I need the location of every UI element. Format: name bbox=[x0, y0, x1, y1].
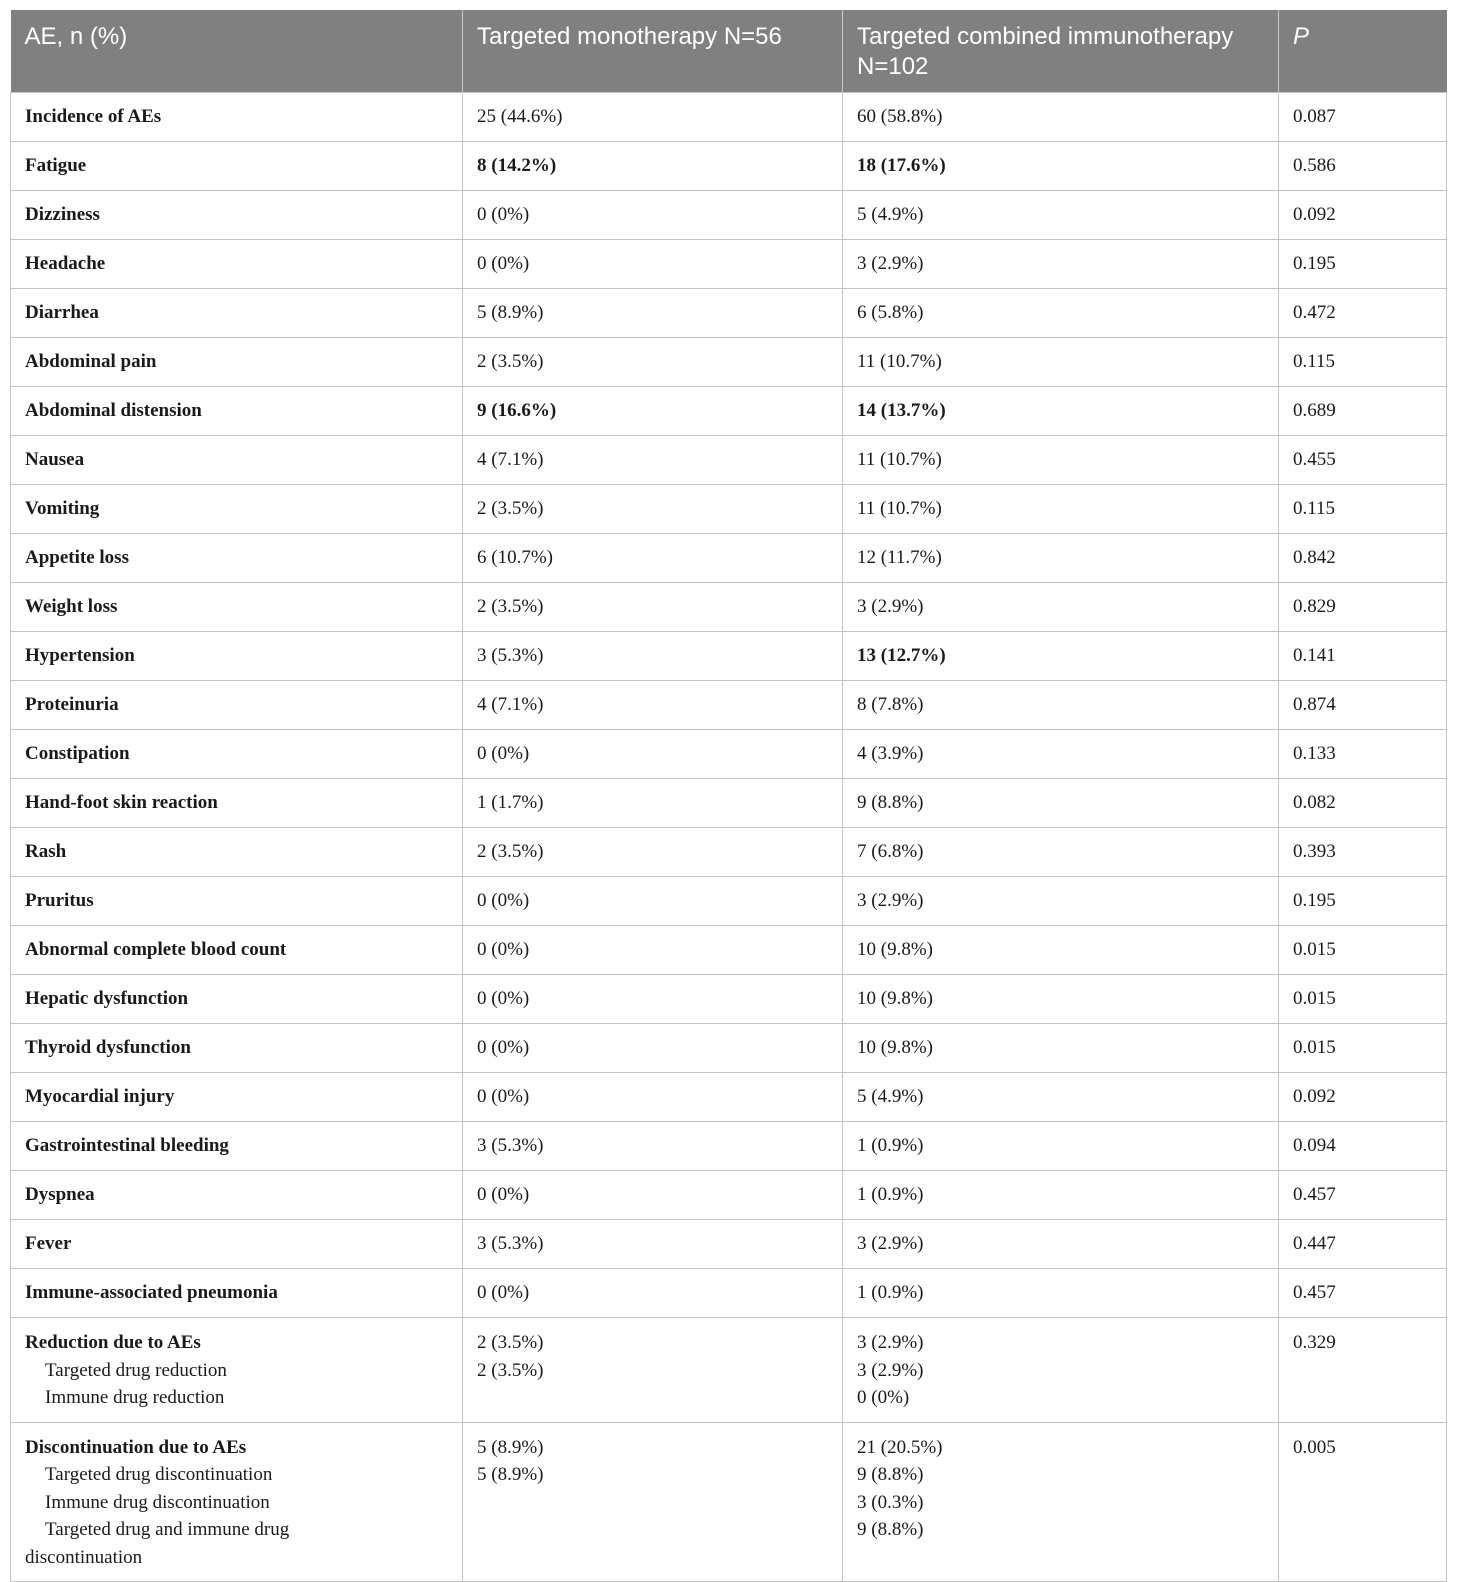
discontinuation-combo-cell bbox=[843, 1422, 1279, 1582]
row-combo: 1 (0.9%) bbox=[843, 1269, 1279, 1318]
reduction-combo-cell bbox=[843, 1318, 1279, 1423]
row-combo: 13 (12.7%) bbox=[843, 632, 1279, 681]
row-mono: 0 (0%) bbox=[463, 191, 843, 240]
row-p: 0.195 bbox=[1279, 240, 1447, 289]
row-p: 0.092 bbox=[1279, 191, 1447, 240]
table-row bbox=[11, 730, 1447, 779]
table-row bbox=[11, 142, 1447, 191]
row-combo: 3 (2.9%) bbox=[843, 240, 1279, 289]
reduction-p: 0.329 bbox=[1279, 1318, 1447, 1423]
header-combined: Targeted combined immunotherapy N=102 bbox=[843, 10, 1279, 93]
row-p: 0.115 bbox=[1279, 338, 1447, 387]
row-p: 0.092 bbox=[1279, 1073, 1447, 1122]
row-p: 0.455 bbox=[1279, 436, 1447, 485]
row-p: 0.689 bbox=[1279, 387, 1447, 436]
discontinuation-label-cell bbox=[11, 1422, 463, 1582]
row-p: 0.195 bbox=[1279, 877, 1447, 926]
header-row bbox=[11, 10, 1447, 93]
row-label: Hypertension bbox=[11, 632, 463, 681]
discontinuation-mono-targeted: 5 (8.9%) bbox=[477, 1464, 544, 1485]
row-combo: 10 (9.8%) bbox=[843, 926, 1279, 975]
row-label: Constipation bbox=[11, 730, 463, 779]
row-label: Dizziness bbox=[11, 191, 463, 240]
row-p: 0.082 bbox=[1279, 779, 1447, 828]
row-p: 0.472 bbox=[1279, 289, 1447, 338]
row-combo: 7 (6.8%) bbox=[843, 828, 1279, 877]
table-row bbox=[11, 485, 1447, 534]
row-mono: 5 (8.9%) bbox=[463, 289, 843, 338]
row-combo: 11 (10.7%) bbox=[843, 338, 1279, 387]
discontinuation-mono-total: 5 (8.9%) bbox=[477, 1436, 544, 1458]
row-label: Nausea bbox=[11, 436, 463, 485]
table-row bbox=[11, 975, 1447, 1024]
row-label: Gastrointestinal bleeding bbox=[11, 1122, 463, 1171]
row-mono: 6 (10.7%) bbox=[463, 534, 843, 583]
adverse-events-table bbox=[10, 10, 1447, 1582]
table-row bbox=[11, 632, 1447, 681]
discontinuation-sub-targeted: Targeted drug discontinuation bbox=[45, 1464, 273, 1485]
row-p: 0.141 bbox=[1279, 632, 1447, 681]
row-label: Abdominal distension bbox=[11, 387, 463, 436]
row-p: 0.133 bbox=[1279, 730, 1447, 779]
row-label: Abdominal pain bbox=[11, 338, 463, 387]
row-mono: 4 (7.1%) bbox=[463, 681, 843, 730]
row-label: Weight loss bbox=[11, 583, 463, 632]
row-mono: 2 (3.5%) bbox=[463, 338, 843, 387]
row-combo: 1 (0.9%) bbox=[843, 1171, 1279, 1220]
table-row bbox=[11, 1220, 1447, 1269]
reduction-mono-targeted: 2 (3.5%) bbox=[477, 1359, 544, 1381]
reduction-combo-immune: 0 (0%) bbox=[857, 1387, 910, 1408]
table-row bbox=[11, 681, 1447, 730]
discontinuation-combo-total: 21 (20.5%) bbox=[857, 1436, 943, 1458]
discontinuation-mono-cell bbox=[463, 1422, 843, 1582]
row-label: Fever bbox=[11, 1220, 463, 1269]
row-p: 0.874 bbox=[1279, 681, 1447, 730]
row-mono: 1 (1.7%) bbox=[463, 779, 843, 828]
row-combo: 5 (4.9%) bbox=[843, 1073, 1279, 1122]
row-mono: 0 (0%) bbox=[463, 1073, 843, 1122]
row-mono: 3 (5.3%) bbox=[463, 1122, 843, 1171]
reduction-row bbox=[11, 1318, 1447, 1423]
reduction-label: Reduction due to AEs bbox=[25, 1332, 201, 1353]
row-combo: 11 (10.7%) bbox=[843, 485, 1279, 534]
row-label: Hepatic dysfunction bbox=[11, 975, 463, 1024]
table-row bbox=[11, 583, 1447, 632]
table-row bbox=[11, 1024, 1447, 1073]
row-mono: 0 (0%) bbox=[463, 877, 843, 926]
table-row bbox=[11, 1073, 1447, 1122]
row-combo: 5 (4.9%) bbox=[843, 191, 1279, 240]
reduction-mono-total: 2 (3.5%) bbox=[477, 1332, 544, 1353]
row-mono: 2 (3.5%) bbox=[463, 828, 843, 877]
row-p: 0.015 bbox=[1279, 926, 1447, 975]
row-combo: 3 (2.9%) bbox=[843, 1220, 1279, 1269]
header-ae: AE, n (%) bbox=[11, 10, 463, 93]
table-row bbox=[11, 828, 1447, 877]
row-mono: 0 (0%) bbox=[463, 730, 843, 779]
row-mono: 3 (5.3%) bbox=[463, 1220, 843, 1269]
row-mono: 0 (0%) bbox=[463, 926, 843, 975]
table-row bbox=[11, 338, 1447, 387]
row-label: Vomiting bbox=[11, 485, 463, 534]
row-p: 0.447 bbox=[1279, 1220, 1447, 1269]
row-label: Diarrhea bbox=[11, 289, 463, 338]
table-row bbox=[11, 93, 1447, 142]
row-combo: 1 (0.9%) bbox=[843, 1122, 1279, 1171]
row-combo: 6 (5.8%) bbox=[843, 289, 1279, 338]
row-combo: 4 (3.9%) bbox=[843, 730, 1279, 779]
row-combo: 18 (17.6%) bbox=[843, 142, 1279, 191]
reduction-label-cell bbox=[11, 1318, 463, 1423]
reduction-combo-total: 3 (2.9%) bbox=[857, 1332, 924, 1353]
row-combo: 12 (11.7%) bbox=[843, 534, 1279, 583]
row-mono: 4 (7.1%) bbox=[463, 436, 843, 485]
row-p: 0.094 bbox=[1279, 1122, 1447, 1171]
header-p: P bbox=[1279, 10, 1447, 93]
row-p: 0.393 bbox=[1279, 828, 1447, 877]
row-label: Fatigue bbox=[11, 142, 463, 191]
row-combo: 60 (58.8%) bbox=[843, 93, 1279, 142]
discontinuation-p: 0.005 bbox=[1279, 1422, 1447, 1582]
row-p: 0.087 bbox=[1279, 93, 1447, 142]
discontinuation-combo-both: 9 (8.8%) bbox=[857, 1519, 924, 1540]
row-combo: 9 (8.8%) bbox=[843, 779, 1279, 828]
row-combo: 10 (9.8%) bbox=[843, 1024, 1279, 1073]
discontinuation-combo-immune: 3 (0.3%) bbox=[857, 1491, 924, 1513]
table-row bbox=[11, 1171, 1447, 1220]
row-label: Hand-foot skin reaction bbox=[11, 779, 463, 828]
discontinuation-row bbox=[11, 1422, 1447, 1582]
row-mono: 3 (5.3%) bbox=[463, 632, 843, 681]
row-combo: 3 (2.9%) bbox=[843, 877, 1279, 926]
row-mono: 8 (14.2%) bbox=[463, 142, 843, 191]
row-mono: 2 (3.5%) bbox=[463, 485, 843, 534]
table-header bbox=[11, 10, 1447, 93]
table-row bbox=[11, 1122, 1447, 1171]
table-row bbox=[11, 191, 1447, 240]
row-label: Thyroid dysfunction bbox=[11, 1024, 463, 1073]
row-mono: 0 (0%) bbox=[463, 240, 843, 289]
header-monotherapy: Targeted monotherapy N=56 bbox=[463, 10, 843, 93]
row-p: 0.586 bbox=[1279, 142, 1447, 191]
row-mono: 0 (0%) bbox=[463, 1171, 843, 1220]
table-row bbox=[11, 877, 1447, 926]
row-label: Pruritus bbox=[11, 877, 463, 926]
row-combo: 14 (13.7%) bbox=[843, 387, 1279, 436]
reduction-mono-cell bbox=[463, 1318, 843, 1423]
discontinuation-sub-both: Targeted drug and immune drug discontinuation bbox=[25, 1519, 290, 1568]
row-mono: 2 (3.5%) bbox=[463, 583, 843, 632]
discontinuation-label: Discontinuation due to AEs bbox=[25, 1436, 247, 1458]
table-row bbox=[11, 926, 1447, 975]
row-p: 0.829 bbox=[1279, 583, 1447, 632]
reduction-combo-targeted: 3 (2.9%) bbox=[857, 1359, 924, 1381]
table-row bbox=[11, 289, 1447, 338]
row-label: Proteinuria bbox=[11, 681, 463, 730]
row-mono: 0 (0%) bbox=[463, 1269, 843, 1318]
reduction-sub-immune: Immune drug reduction bbox=[45, 1387, 225, 1408]
table-row bbox=[11, 240, 1447, 289]
row-p: 0.457 bbox=[1279, 1269, 1447, 1318]
reduction-sub-targeted: Targeted drug reduction bbox=[45, 1359, 227, 1381]
row-label: Myocardial injury bbox=[11, 1073, 463, 1122]
table-row bbox=[11, 387, 1447, 436]
row-combo: 10 (9.8%) bbox=[843, 975, 1279, 1024]
row-mono: 0 (0%) bbox=[463, 975, 843, 1024]
row-p: 0.457 bbox=[1279, 1171, 1447, 1220]
row-p: 0.115 bbox=[1279, 485, 1447, 534]
row-label: Rash bbox=[11, 828, 463, 877]
row-label: Incidence of AEs bbox=[11, 93, 463, 142]
table-row bbox=[11, 1269, 1447, 1318]
table-row bbox=[11, 436, 1447, 485]
row-label: Abnormal complete blood count bbox=[11, 926, 463, 975]
row-mono: 25 (44.6%) bbox=[463, 93, 843, 142]
row-p: 0.842 bbox=[1279, 534, 1447, 583]
discontinuation-sub-immune: Immune drug discontinuation bbox=[45, 1491, 270, 1513]
discontinuation-combo-targeted: 9 (8.8%) bbox=[857, 1464, 924, 1485]
row-label: Appetite loss bbox=[11, 534, 463, 583]
row-combo: 11 (10.7%) bbox=[843, 436, 1279, 485]
row-label: Immune-associated pneumonia bbox=[11, 1269, 463, 1318]
table-row bbox=[11, 534, 1447, 583]
table-body bbox=[11, 93, 1447, 1582]
row-p: 0.015 bbox=[1279, 975, 1447, 1024]
row-combo: 8 (7.8%) bbox=[843, 681, 1279, 730]
row-mono: 9 (16.6%) bbox=[463, 387, 843, 436]
row-combo: 3 (2.9%) bbox=[843, 583, 1279, 632]
row-label: Dyspnea bbox=[11, 1171, 463, 1220]
row-mono: 0 (0%) bbox=[463, 1024, 843, 1073]
row-label: Headache bbox=[11, 240, 463, 289]
table-row bbox=[11, 779, 1447, 828]
row-p: 0.015 bbox=[1279, 1024, 1447, 1073]
